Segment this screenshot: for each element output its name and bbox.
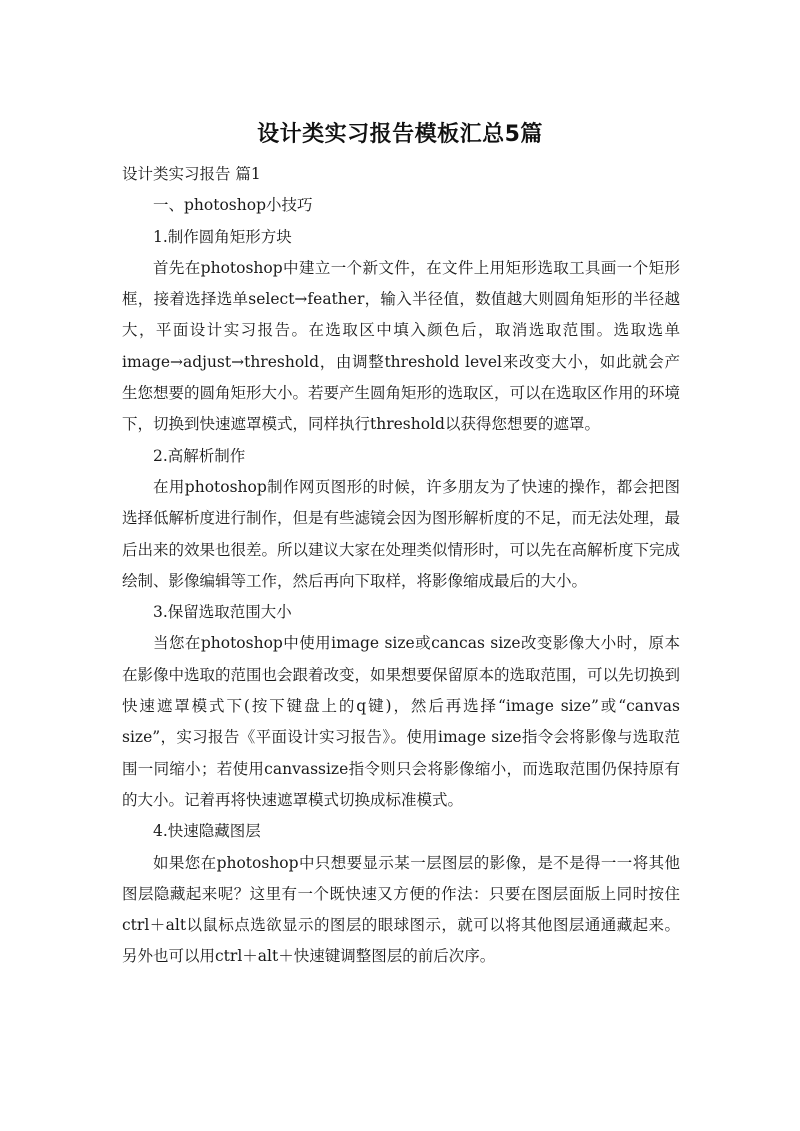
tip-heading-1: 1.制作圆角矩形方块 xyxy=(153,227,292,246)
document-body xyxy=(122,159,680,973)
tip-paragraph-4: 如果您在photoshop中只想要显示某一层图层的影像，是不是得一一将其他图层隐藏起来呢？这里有一个既快速又方便的作法：只要在图层面版上同时按住ctrl＋alt以鼠标点选欲显示的图层的眼球图示，就可以将其他图层通通藏起来。另外也可以用ctrl＋alt＋快速键调整图层的前后次序。 xyxy=(122,853,680,966)
tip-heading-2: 2.高解析制作 xyxy=(153,446,246,465)
tip-paragraph-3: 当您在photoshop中使用image size或cancas size改变影像大小时，原本在影像中选取的范围也会跟着改变，如果想要保留原本的选取范围，可以先切换到快速遮罩模式下(按下键盘上的q键)，然后再选择“image size”或“canvas size”，实习报告《平面设计实习报告》。使用image size指令会将影像与选取范围一同缩小；若使用canvassize指令则只会将影像缩小，而选取范围仍保持原有的大小。记着再将快速遮罩模式切换成标准模式。 xyxy=(122,634,681,809)
tip-paragraph-1: 首先在photoshop中建立一个新文件，在文件上用矩形选取工具画一个矩形框，接着选择选单select→feather，输入半径值，数值越大则圆角矩形的半径越大，平面设计实习报告。在选取区中填入颜色后，取消选取范围。选取选单image→adjust→threshold，由调整threshold level来改变大小，如此就会产生您想要的圆角矩形大小。若要产生圆角矩形的选取区，可以在选取区作用的环境下，切换到快速遮罩模式，同样执行threshold以获得您想要的遮罩。 xyxy=(122,258,681,434)
tip-paragraph-2: 在用photoshop制作网页图形的时候，许多朋友为了快速的操作，都会把图选择低解析度进行制作，但是有些滤镜会因为图形解析度的不足，而无法处理，最后出来的效果也很差。所以建议大家在处理类似情形时，可以先在高解析度下完成绘制、影像编辑等工作，然后再向下取样，将影像缩成最后的大小。 xyxy=(122,477,681,590)
subsection-heading: 一、photoshop小技巧 xyxy=(153,196,313,215)
tip-heading-4: 4.快速隐藏图层 xyxy=(153,822,261,841)
tip-heading-3: 3.保留选取范围大小 xyxy=(153,603,292,622)
document-title: 设计类实习报告模板汇总5篇 xyxy=(257,122,543,147)
section-heading: 设计类实习报告 篇1 xyxy=(122,165,261,183)
